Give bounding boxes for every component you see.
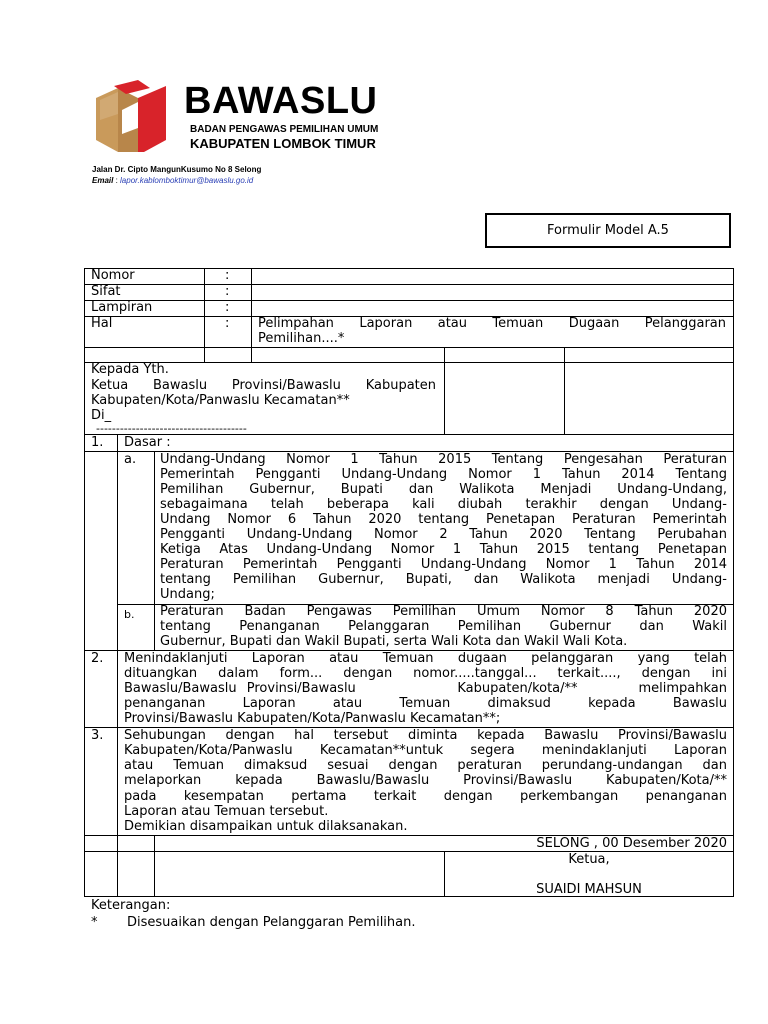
meta-sep: : — [225, 284, 230, 299]
item-a-line: Pemilihan Gubernur, Bupati dan Walikota Menjadi Undang-Undang, — [160, 482, 727, 497]
recipient-line-3: Di_ — [91, 408, 112, 423]
col-line — [251, 268, 252, 362]
section-3-line: melaporkan kepada Bawaslu/Bawaslu Provinsi/Bawaslu Kabupaten/Kota/** — [124, 773, 727, 788]
email-separator: : — [113, 176, 121, 185]
meta-sep: : — [225, 300, 230, 315]
row-line — [84, 300, 734, 301]
notes-heading: Keterangan: — [91, 898, 171, 913]
item-b-line: tentang Penanganan Pelanggaran Pemilihan Gubernur dan Wakil — [160, 619, 727, 634]
signer-title: Ketua, — [568, 852, 610, 867]
item-a-line: sebagaimana telah beberapa kali diubah terakhir dengan Undang- — [160, 497, 727, 512]
item-a-line: Undang-Undang Nomor 1 Tahun 2015 Tentang Pengesahan Peraturan — [160, 452, 727, 467]
item-a-line: Pengganti Undang-Undang Nomor 2 Tahun 2020 Tentang Perubahan — [160, 527, 727, 542]
email-line — [92, 176, 253, 186]
form-model-box: Formulir Model A.5 — [485, 213, 731, 248]
address: Jalan Dr. Cipto MangunKusumo No 8 Selong — [92, 165, 262, 174]
section-number: 1. — [91, 435, 104, 450]
section-3-line: Laporan atau Temuan tersebut. — [124, 804, 329, 819]
col-line — [444, 347, 445, 435]
meta-sep: : — [225, 268, 230, 283]
section-number: 2. — [91, 651, 104, 666]
recipient-salutation: Kepada Yth. — [91, 362, 169, 377]
meta-label-sifat: Sifat — [91, 284, 121, 299]
col-line — [564, 347, 565, 435]
section-2-line: Menindaklanjuti Laporan atau Temuan dugaan pelanggaran yang telah — [124, 651, 727, 666]
item-b-line: Peraturan Badan Pengawas Pemilihan Umum Nomor 8 Tahun 2020 — [160, 604, 727, 619]
item-b-line: Gubernur, Bupati dan Wakil Bupati, serta Wali Kota dan Wakil Wali Kota. — [160, 634, 628, 649]
bawaslu-logo — [92, 80, 170, 158]
email-label: Email — [92, 176, 114, 185]
meta-label-hal: Hal — [91, 316, 113, 331]
place-date: SELONG , 00 Desember 2020 — [536, 836, 727, 851]
section-3-line: pada kesempatan pertama terkait dengan perkembangan penanganan — [124, 789, 727, 804]
row-line — [84, 347, 734, 348]
signer-name: SUAIDI MAHSUN — [536, 882, 642, 897]
meta-label-lampiran: Lampiran — [91, 300, 153, 315]
col-line — [204, 268, 205, 362]
closing-sentence: Demikian disampaikan untuk dilaksanakan. — [124, 819, 408, 834]
section-2-line: dituangkan dalam form... dengan nomor.....tanggal... terkait...., dengan ini — [124, 666, 727, 681]
recipient-line-2: Kabupaten/Kota/Panwaslu Kecamatan** — [91, 393, 350, 408]
org-region: KABUPATEN LOMBOK TIMUR — [190, 136, 376, 151]
org-full-name: BADAN PENGAWAS PEMILIHAN UMUM — [190, 124, 379, 135]
col-line — [154, 835, 155, 897]
section-number: 3. — [91, 728, 104, 743]
item-a-line: Undang Nomor 6 Tahun 2020 tentang Penetapan Peraturan Pemerintah — [160, 512, 727, 527]
section-2-line: Provinsi/Bawaslu Kabupaten/Kota/Panwaslu Kecamatan**; — [124, 711, 501, 726]
row-line — [84, 362, 734, 363]
item-a-line: Ketiga Atas Undang-Undang Nomor 1 Tahun 2015 tentang Penetapan — [160, 542, 727, 557]
subject-line-1: Pelimpahan Laporan atau Temuan Dugaan Pelanggaran — [258, 316, 726, 331]
section-2-line: penanganan Laporan atau Temuan dimaksud kepada Bawaslu — [124, 696, 727, 711]
org-name: BAWASLU — [184, 80, 378, 122]
meta-label-nomor: Nomor — [91, 268, 135, 283]
item-a-line: Pemerintah Pengganti Undang-Undang Nomor 1 Tahun 2014 Tentang — [160, 467, 727, 482]
item-a-line: Peraturan Pemerintah Pengganti Undang-Undang Nomor 1 Tahun 2014 — [160, 557, 727, 572]
section-3-line: Sehubungan dengan hal tersebut diminta kepada Bawaslu Provinsi/Bawaslu — [124, 728, 727, 743]
recipient-line-1: Ketua Bawaslu Provinsi/Bawaslu Kabupaten — [91, 378, 436, 393]
section-3-line: atau Temuan dimaksud sesuai dengan peraturan perundang-undangan dan — [124, 758, 727, 773]
col-line — [154, 451, 155, 651]
item-a-line: tentang Pemilihan Gubernur, Bupati, dan Walikota menjadi Undang- — [160, 572, 727, 587]
section-3-line: Kabupaten/Kota/Panwaslu Kecamatan**untuk segera menindaklanjuti Laporan — [124, 743, 727, 758]
email-link[interactable]: lapor.kablomboktimur@bawaslu.go.id — [120, 176, 254, 185]
col-line — [117, 434, 118, 897]
item-letter-b: b. — [124, 608, 135, 621]
notes-mark: * — [91, 915, 98, 930]
section-title: Dasar : — [124, 435, 171, 450]
item-a-line: Undang; — [160, 587, 215, 602]
meta-sep: : — [225, 316, 230, 331]
subject-line-2: Pemilihan....* — [258, 331, 345, 346]
row-line — [84, 284, 734, 285]
item-letter-a: a. — [124, 452, 137, 467]
recipient-dashes: -------------------------------------- — [96, 422, 247, 435]
section-2-line: Bawaslu/Bawaslu Provinsi/Bawaslu Kabupaten/kota/** melimpahkan — [124, 681, 727, 696]
notes-text: Disesuaikan dengan Pelanggaran Pemilihan. — [127, 915, 416, 930]
